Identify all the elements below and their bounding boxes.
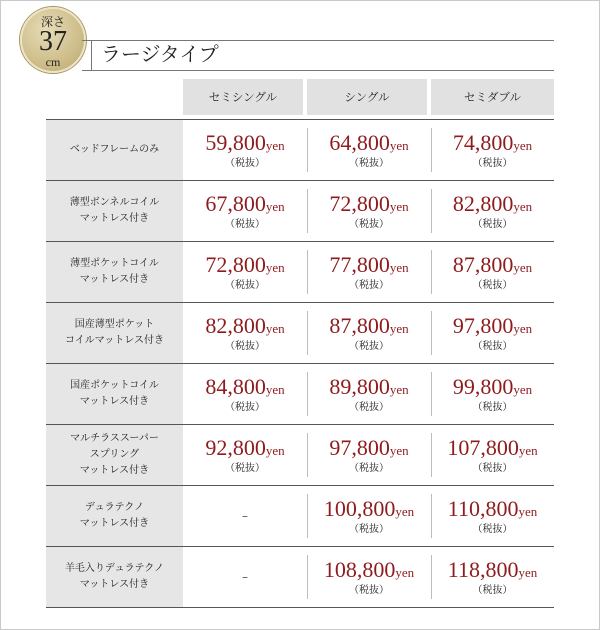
price-table: [46, 79, 554, 596]
price-value: 99,800: [452, 374, 514, 399]
price-value: 110,800: [447, 496, 519, 521]
price-unit: yen: [389, 382, 409, 397]
header-rule-top: [82, 40, 554, 41]
price: [205, 313, 284, 342]
price-cell: [431, 242, 554, 302]
price-cell: [307, 303, 431, 363]
price-cell: [307, 181, 431, 241]
price-value: 77,800: [329, 252, 390, 277]
tax-note: （税抜）: [225, 219, 265, 230]
price-unit: yen: [389, 443, 409, 458]
tax-note: （税抜）: [349, 402, 389, 413]
section-title: ラージタイプ: [101, 42, 219, 66]
price: [453, 130, 532, 159]
price: [205, 374, 284, 403]
row-label: ベッドフレームのみ: [46, 120, 183, 180]
price-unit: yen: [265, 138, 285, 153]
badge-number: 37: [39, 26, 67, 57]
price-unit: yen: [513, 260, 533, 275]
table-row: [46, 486, 554, 547]
tax-note: （税抜）: [472, 585, 513, 596]
price-unit: yen: [265, 199, 285, 214]
price-value: 118,800: [447, 557, 519, 582]
table-row: [46, 120, 554, 181]
price-unit: yen: [513, 321, 533, 336]
price-cell: [307, 364, 431, 424]
row-divider: [46, 607, 554, 608]
price-unit: yen: [265, 260, 285, 275]
price-cell: [431, 120, 554, 180]
price-value: 74,800: [452, 130, 514, 155]
price-unit: yen: [389, 199, 409, 214]
tax-note: （税抜）: [225, 341, 265, 352]
column-header-single: シングル: [307, 79, 427, 115]
tax-note: （税抜）: [472, 341, 513, 352]
table-row: [46, 181, 554, 242]
tax-note: （税抜）: [472, 280, 513, 291]
price: [329, 130, 408, 159]
price-unit: yen: [265, 382, 285, 397]
price-value: 100,800: [323, 496, 396, 521]
price-value: 72,800: [329, 191, 390, 216]
price-value: 87,800: [329, 313, 390, 338]
price-unit: yen: [265, 321, 285, 336]
price-cell: [183, 547, 307, 607]
table-row: [46, 364, 554, 425]
row-label: 羊毛入りデュラテクノ マットレス付き: [46, 547, 183, 607]
price: [448, 496, 537, 525]
price-cell: [431, 364, 554, 424]
price-value: 89,800: [329, 374, 390, 399]
price: [205, 191, 284, 220]
price-unit: yen: [389, 138, 409, 153]
not-available-dash: –: [242, 509, 248, 523]
price-unit: yen: [518, 565, 538, 580]
price: [324, 557, 414, 586]
price-value: 97,800: [452, 313, 514, 338]
row-label: 薄型ボンネルコイル マットレス付き: [46, 181, 183, 241]
price-value: 87,800: [452, 252, 514, 277]
tax-note: （税抜）: [349, 524, 389, 535]
tax-note: （税抜）: [472, 402, 513, 413]
price: [453, 191, 532, 220]
price: [329, 374, 408, 403]
price-cell: [307, 242, 431, 302]
tax-note: （税抜）: [472, 463, 513, 474]
row-label: 薄型ポケットコイル マットレス付き: [46, 242, 183, 302]
price-unit: yen: [518, 443, 538, 458]
price-value: 67,800: [205, 191, 266, 216]
table-row: [46, 425, 554, 486]
price-unit: yen: [389, 260, 409, 275]
price-value: 97,800: [329, 435, 390, 460]
price: [205, 435, 284, 464]
price-cell: [431, 181, 554, 241]
tax-note: （税抜）: [472, 219, 513, 230]
price-cell: [431, 425, 554, 485]
column-header-semi-double: セミダブル: [431, 79, 554, 115]
row-label: マルチラススーパー スプリング マットレス付き: [46, 425, 183, 485]
price-unit: yen: [513, 199, 533, 214]
price: [453, 374, 532, 403]
price-cell: [307, 547, 431, 607]
price-cell: [183, 486, 307, 546]
price-cell: [431, 486, 554, 546]
column-header-semi-single: セミシングル: [183, 79, 303, 115]
tax-note: （税抜）: [349, 158, 389, 169]
price: [205, 130, 284, 159]
price: [329, 252, 408, 281]
price-cell: [307, 425, 431, 485]
price-cell: [183, 120, 307, 180]
tax-note: （税抜）: [349, 219, 389, 230]
price-value: 84,800: [205, 374, 266, 399]
price-value: 64,800: [329, 130, 390, 155]
price-cell: [431, 303, 554, 363]
tax-note: （税抜）: [349, 280, 389, 291]
price-cell: [183, 425, 307, 485]
badge-unit: cm: [45, 55, 61, 69]
price-unit: yen: [513, 382, 533, 397]
price: [324, 496, 414, 525]
price-value: 92,800: [205, 435, 266, 460]
price-cell: [307, 120, 431, 180]
tax-note: （税抜）: [349, 341, 389, 352]
depth-badge: [20, 7, 86, 73]
table-row: [46, 547, 554, 608]
price-unit: yen: [518, 504, 538, 519]
price: [447, 435, 537, 464]
price-value: 59,800: [205, 130, 266, 155]
row-label: デュラテクノ マットレス付き: [46, 486, 183, 546]
price: [329, 435, 408, 464]
price-cell: [183, 364, 307, 424]
price-cell: [183, 181, 307, 241]
price-cell: [183, 242, 307, 302]
price: [205, 252, 284, 281]
row-label: 国産薄型ポケット コイルマットレス付き: [46, 303, 183, 363]
tax-note: （税抜）: [225, 158, 265, 169]
not-available-dash: –: [242, 570, 248, 584]
header-tick: [91, 41, 92, 70]
tax-note: （税抜）: [225, 402, 265, 413]
tax-note: （税抜）: [349, 585, 389, 596]
price-value: 107,800: [447, 435, 519, 460]
price-value: 108,800: [323, 557, 396, 582]
price: [448, 557, 537, 586]
price: [329, 313, 408, 342]
table-row: [46, 303, 554, 364]
tax-note: （税抜）: [472, 158, 513, 169]
price-value: 82,800: [452, 191, 514, 216]
tax-note: （税抜）: [225, 463, 265, 474]
price-unit: yen: [389, 321, 409, 336]
table-row: [46, 242, 554, 303]
tax-note: （税抜）: [472, 524, 513, 535]
table-header-row: [46, 79, 554, 115]
price-cell: [183, 303, 307, 363]
price-value: 82,800: [205, 313, 266, 338]
header-rule-bottom: [82, 70, 554, 71]
price-unit: yen: [513, 138, 533, 153]
price-unit: yen: [265, 443, 285, 458]
price: [453, 252, 532, 281]
price: [329, 191, 408, 220]
price-cell: [431, 547, 554, 607]
price-value: 72,800: [205, 252, 266, 277]
price: [453, 313, 532, 342]
badge-label: 深さ: [40, 15, 65, 29]
row-label: 国産ポケットコイル マットレス付き: [46, 364, 183, 424]
price-cell: [307, 486, 431, 546]
tax-note: （税抜）: [349, 463, 389, 474]
price-unit: yen: [395, 565, 415, 580]
tax-note: （税抜）: [225, 280, 265, 291]
price-unit: yen: [395, 504, 415, 519]
